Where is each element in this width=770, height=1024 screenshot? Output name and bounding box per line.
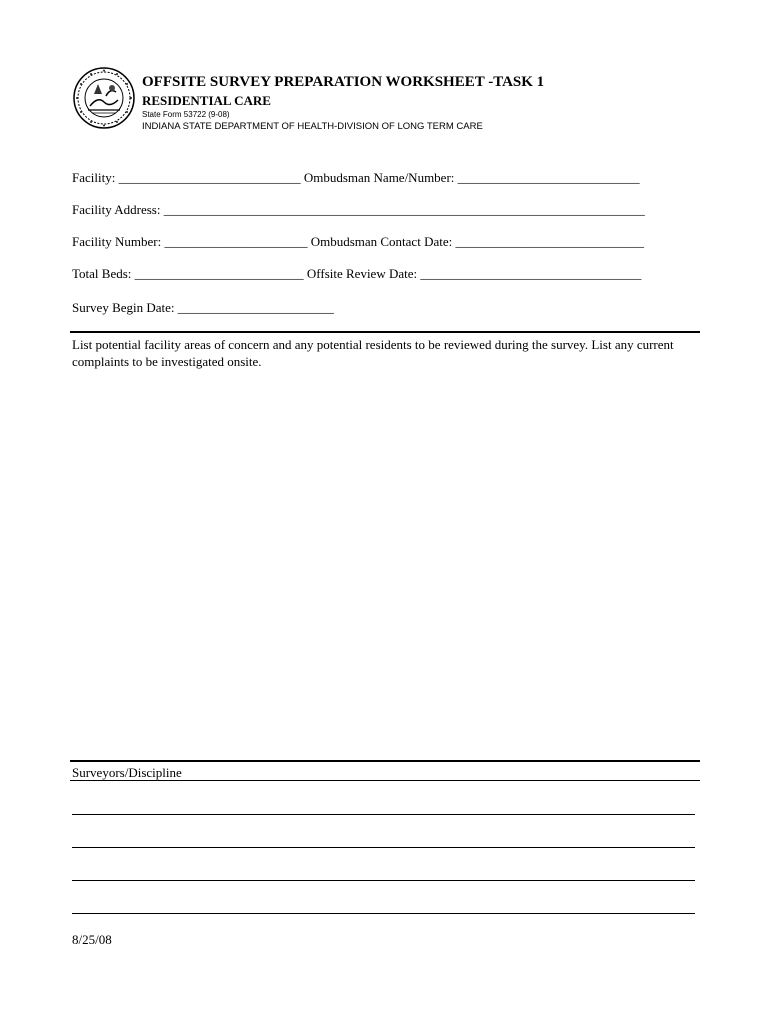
facility-number-field[interactable]: ______________________	[164, 234, 308, 249]
surveyor-line-4[interactable]	[72, 913, 695, 914]
concerns-bottom-divider	[70, 760, 700, 762]
facility-label: Facility:	[72, 170, 119, 185]
surveyor-line-1[interactable]	[72, 814, 695, 815]
concerns-instructions: List potential facility areas of concern and any potential residents to be reviewed during the survey. List any current complaints to be investigated onsite.	[72, 337, 674, 369]
total-beds-row	[72, 266, 641, 282]
form-title: OFFSITE SURVEY PREPARATION WORKSHEET -TASK 1	[142, 74, 545, 90]
surveyor-line-3[interactable]	[72, 880, 695, 881]
total-beds-label: Total Beds:	[72, 266, 135, 281]
ombudsman-name-label: Ombudsman Name/Number:	[303, 170, 458, 185]
facility-number-label: Facility Number:	[72, 234, 165, 249]
offsite-review-field[interactable]: __________________________________	[420, 266, 642, 281]
total-beds-field[interactable]: __________________________	[134, 266, 304, 281]
facility-address-field[interactable]: __________________________________________________________________________	[163, 202, 645, 217]
ombudsman-contact-field[interactable]: _____________________________	[455, 234, 644, 249]
form-number: State Form 53722 (9-08)	[142, 110, 230, 119]
surveyors-divider	[70, 780, 700, 781]
form-subtitle: RESIDENTIAL CARE	[142, 93, 271, 108]
surveyors-heading: Surveyors/Discipline	[72, 765, 182, 780]
section-divider	[70, 331, 700, 333]
state-seal-icon	[72, 66, 136, 130]
agency-name: INDIANA STATE DEPARTMENT OF HEALTH-DIVISION OF LONG TERM CARE	[142, 121, 483, 132]
survey-begin-label: Survey Begin Date:	[72, 300, 178, 315]
facility-field[interactable]: ____________________________	[118, 170, 301, 185]
ombudsman-name-field[interactable]: ____________________________	[457, 170, 640, 185]
survey-begin-row	[72, 300, 334, 316]
survey-begin-field[interactable]: ________________________	[177, 300, 334, 315]
revision-date: 8/25/08	[72, 932, 112, 947]
offsite-review-label: Offsite Review Date:	[306, 266, 421, 281]
facility-row	[72, 170, 640, 186]
ombudsman-contact-label: Ombudsman Contact Date:	[310, 234, 456, 249]
surveyor-line-2[interactable]	[72, 847, 695, 848]
facility-number-row	[72, 234, 644, 250]
facility-address-label: Facility Address:	[72, 202, 164, 217]
facility-address-row	[72, 202, 645, 218]
